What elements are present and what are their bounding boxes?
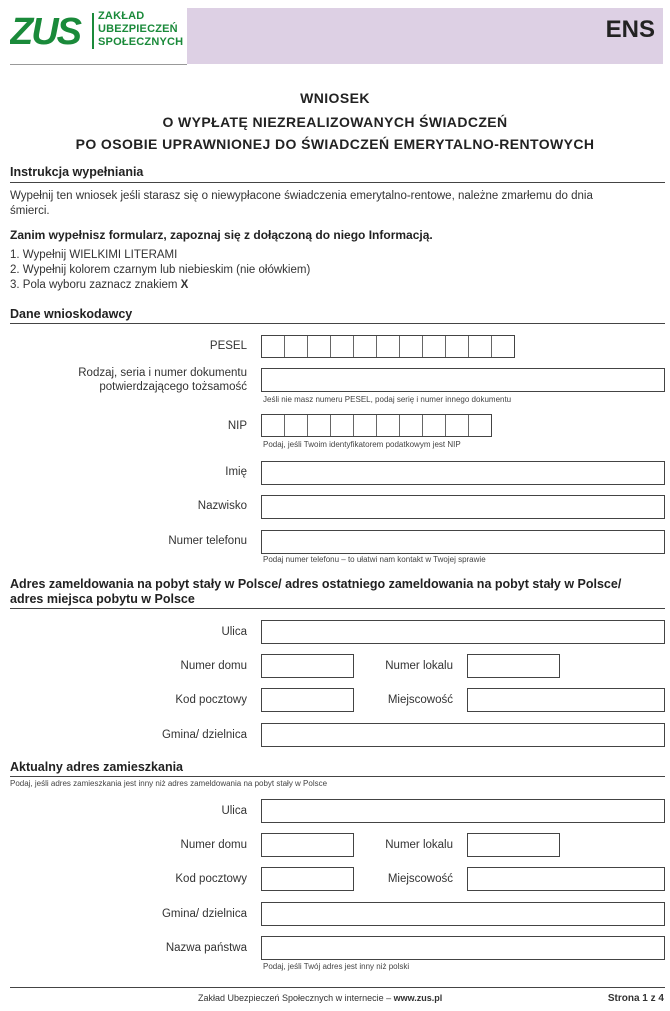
logo-divider [92, 13, 94, 49]
postal-code-label: Kod pocztowy [175, 694, 247, 706]
form-code-banner [187, 8, 663, 64]
current-commune-label: Gmina/ dzielnica [161, 908, 247, 920]
nip-hint: Podaj, jeśli Twoim identyfikatorem podatkowym jest NIP [263, 440, 461, 449]
zus-logo [10, 8, 185, 64]
registered-address-heading-1: Adres zameldowania na pobyt stały w Polsce/ adres ostatniego zameldowania na pobyt stały w Polsce/ [10, 577, 622, 591]
commune-label: Gmina/ dzielnica [161, 729, 247, 741]
instructions-text-1: Wypełnij ten wniosek jeśli starasz się o niewypłacone świadczenia emerytalno-rentowe, należne zmarłemu do dnia [10, 190, 593, 202]
last-name-label: Nazwisko [197, 500, 247, 512]
current-street-input[interactable] [261, 799, 665, 823]
instruction-item-3 [10, 279, 188, 291]
current-street-label: Ulica [221, 805, 247, 817]
applicant-heading: Dane wnioskodawcy [10, 307, 133, 321]
nip-input[interactable] [261, 414, 492, 437]
title-line-3: PO OSOBIE UPRAWNIONEJ DO ŚWIADCZEŃ EMERYTALNO-RENTOWYCH [75, 136, 595, 152]
last-name-input[interactable] [261, 495, 665, 519]
commune-input[interactable] [261, 723, 665, 747]
current-address-heading: Aktualny adres zamieszkania [10, 760, 183, 774]
instructions-heading: Instrukcja wypełniania [10, 165, 144, 179]
document-label-line-2: potwierdzającego tożsamość [99, 381, 247, 393]
first-name-label: Imię [225, 466, 247, 478]
current-flat-number-input[interactable] [467, 833, 560, 857]
current-city-input[interactable] [467, 867, 665, 891]
current-address-hint: Podaj, jeśli adres zamieszkania jest inny niż adres zameldowania na pobyt stały w Polsce [10, 779, 328, 788]
logo-line-2: UBEZPIECZEŃ [98, 23, 178, 35]
registered-address-heading-2: adres miejsca pobytu w Polsce [10, 592, 195, 606]
nip-label: NIP [227, 420, 247, 432]
zus-logo-mark-icon [10, 10, 82, 50]
phone-hint: Podaj numer telefonu – to ułatwi nam kontakt w Twojej sprawie [263, 555, 486, 564]
svg-text:ZUS: ZUS [10, 11, 80, 50]
section-divider [10, 182, 665, 183]
city-label: Miejscowość [387, 694, 453, 706]
document-number-input[interactable] [261, 368, 665, 392]
current-flat-number-label: Numer lokalu [385, 839, 453, 851]
instruction-item-1: 1. Wypełnij WIELKIMI LITERAMI [10, 249, 178, 261]
pesel-label: PESEL [209, 340, 247, 352]
instructions-text-2: śmierci. [10, 205, 50, 217]
form-code: ENS [605, 16, 655, 43]
country-hint: Podaj, jeśli Twój adres jest inny niż polski [263, 962, 410, 971]
section-divider [10, 323, 665, 324]
title-line-1: WNIOSEK [300, 90, 370, 106]
country-label: Nazwa państwa [165, 942, 247, 954]
phone-label: Numer telefonu [168, 535, 247, 547]
pesel-input[interactable] [261, 335, 515, 358]
city-input[interactable] [467, 688, 665, 712]
document-label-line-1: Rodzaj, seria i numer dokumentu [78, 367, 247, 379]
instructions-bold-note: Zanim wypełnisz formularz, zapoznaj się z dołączoną do niego Informacją. [10, 228, 433, 242]
footer-text-prefix: Zakład Ubezpieczeń Społecznych w internecie – [198, 993, 394, 1003]
current-commune-input[interactable] [261, 902, 665, 926]
country-input[interactable] [261, 936, 665, 960]
postal-code-input[interactable] [261, 688, 354, 712]
title-line-2: O WYPŁATĘ NIEZREALIZOWANYCH ŚWIADCZEŃ [162, 114, 508, 130]
footer-text [198, 993, 442, 1003]
current-city-label: Miejscowość [387, 873, 453, 885]
logo-line-1: ZAKŁAD [98, 10, 145, 22]
phone-input[interactable] [261, 530, 665, 554]
current-house-number-input[interactable] [261, 833, 354, 857]
section-divider [10, 608, 665, 609]
instruction-item-3-text: 3. Pola wyboru zaznacz znakiem [10, 279, 181, 291]
footer-divider [10, 987, 665, 988]
street-label: Ulica [221, 626, 247, 638]
first-name-input[interactable] [261, 461, 665, 485]
page-number: Strona 1 z 4 [607, 993, 664, 1004]
logo-underline [10, 64, 187, 65]
instruction-item-2: 2. Wypełnij kolorem czarnym lub niebieskim (nie ołówkiem) [10, 264, 311, 276]
section-divider [10, 776, 665, 777]
house-number-input[interactable] [261, 654, 354, 678]
current-postal-code-label: Kod pocztowy [175, 873, 247, 885]
flat-number-label: Numer lokalu [385, 660, 453, 672]
document-hint: Jeśli nie masz numeru PESEL, podaj serię i numer innego dokumentu [263, 395, 512, 404]
instruction-item-3-mark: X [180, 279, 189, 291]
logo-line-3: SPOŁECZNYCH [98, 36, 184, 48]
street-input[interactable] [261, 620, 665, 644]
flat-number-input[interactable] [467, 654, 560, 678]
current-postal-code-input[interactable] [261, 867, 354, 891]
logo-text [98, 10, 183, 49]
house-number-label: Numer domu [180, 660, 247, 672]
footer-url-link[interactable]: www.zus.pl [393, 993, 443, 1003]
current-house-number-label: Numer domu [180, 839, 247, 851]
